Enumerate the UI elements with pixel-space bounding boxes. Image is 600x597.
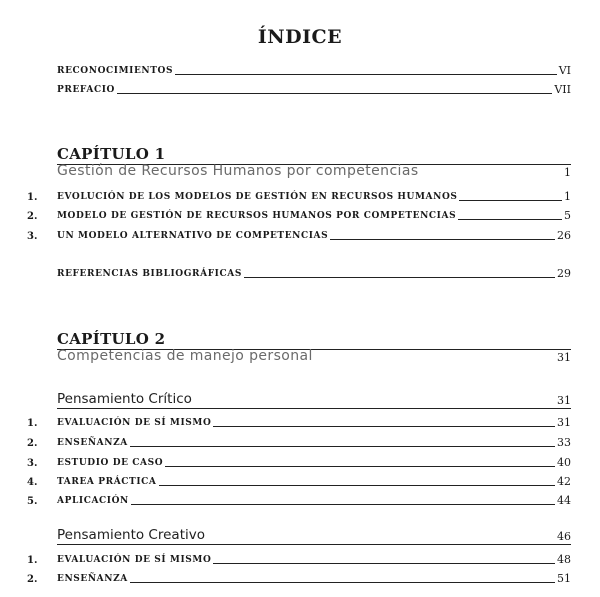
chapter-2-subtitle-entry[interactable] [57, 348, 571, 364]
chapter-1-subtitle-entry[interactable] [57, 163, 571, 179]
toc-entry-label: EVOLUCIÓN DE LOS MODELOS DE GESTIÓN EN RECURSOS HUMANOS [57, 192, 458, 202]
toc-entry-number: 2. [27, 574, 38, 585]
leader-line [330, 238, 555, 240]
toc-entry-reconocimientos[interactable] [57, 65, 571, 77]
leader-line [130, 445, 555, 447]
toc-entry-page: 1 [564, 190, 571, 203]
leader-line [165, 465, 555, 467]
section-title: Pensamiento Creativo [57, 527, 205, 543]
leader-line [459, 199, 562, 201]
leader-line [159, 484, 556, 486]
toc-entry-estudio-caso[interactable] [57, 457, 571, 469]
toc-entry-label: UN MODELO ALTERNATIVO DE COMPETENCIAS [57, 231, 329, 241]
toc-entry-number: 1. [27, 555, 38, 566]
leader-line [117, 92, 552, 94]
toc-entry-page: 33 [557, 436, 571, 449]
toc-entry-number: 5. [27, 496, 38, 507]
leader-line [213, 562, 555, 564]
toc-entry-number: 1. [27, 192, 38, 203]
toc-entry-page: 51 [557, 572, 571, 585]
section-title: Pensamiento Crítico [57, 391, 192, 407]
toc-entry-modelo-alternativo[interactable] [57, 230, 571, 242]
toc-entry-evaluacion-2[interactable] [57, 554, 571, 566]
toc-entry-label: ENSEÑANZA [57, 438, 128, 448]
page-title: ÍNDICE [257, 26, 343, 48]
chapter-2-subtitle: Competencias de manejo personal [57, 348, 313, 364]
toc-entry-evaluacion[interactable] [57, 417, 571, 429]
toc-entry-number: 3. [27, 231, 38, 242]
toc-entry-label: ESTUDIO DE CASO [57, 458, 164, 468]
toc-entry-modelo-gestion[interactable] [57, 210, 571, 222]
toc-entry-page: 26 [557, 229, 571, 242]
chapter-2-heading: CAPÍTULO 2 [57, 330, 166, 348]
toc-entry-aplicacion[interactable] [57, 495, 571, 507]
chapter-1-subtitle: Gestión de Recursos Humanos por competencias [57, 163, 419, 179]
toc-entry-label: EVALUACIÓN DE SÍ MISMO [57, 418, 212, 428]
toc-entry-page: 44 [557, 494, 571, 507]
toc-entry-number: 4. [27, 477, 38, 488]
section-pensamiento-critico[interactable] [57, 391, 571, 407]
toc-entry-page: 31 [557, 416, 571, 429]
toc-entry-page: 5 [564, 209, 571, 222]
toc-entry-page: VII [554, 83, 571, 96]
leader-line [131, 503, 555, 505]
section-page: 31 [557, 394, 571, 407]
toc-entry-number: 2. [27, 211, 38, 222]
chapter-1-heading: CAPÍTULO 1 [57, 145, 166, 163]
leader-line [458, 218, 562, 220]
toc-entry-referencias[interactable] [57, 268, 571, 280]
toc-entry-label: APLICACIÓN [57, 496, 129, 506]
leader-line [213, 425, 555, 427]
toc-entry-page: VI [558, 64, 571, 77]
toc-entry-prefacio[interactable] [57, 84, 571, 96]
toc-entry-page: 29 [557, 267, 571, 280]
toc-entry-evolucion[interactable] [57, 191, 571, 203]
section-page: 46 [557, 530, 571, 543]
toc-entry-page: 48 [557, 553, 571, 566]
chapter-2-page: 31 [557, 351, 571, 364]
toc-entry-label: MODELO DE GESTIÓN DE RECURSOS HUMANOS POR COMPETENCIAS [57, 211, 457, 221]
toc-entry-label: REFERENCIAS BIBLIOGRÁFICAS [57, 269, 242, 279]
toc-entry-number: 1. [27, 418, 38, 429]
leader-line [244, 276, 555, 278]
section-rule [57, 544, 571, 545]
chapter-1-page: 1 [564, 166, 571, 179]
toc-entry-tarea-practica[interactable] [57, 476, 571, 488]
toc-entry-number: 2. [27, 438, 38, 449]
toc-entry-label: EVALUACIÓN DE SÍ MISMO [57, 555, 212, 565]
toc-entry-page: 42 [557, 475, 571, 488]
section-pensamiento-creativo[interactable] [57, 527, 571, 543]
toc-entry-label: ENSEÑANZA [57, 574, 128, 584]
leader-line [130, 581, 555, 583]
toc-entry-label: RECONOCIMIENTOS [57, 66, 174, 76]
section-rule [57, 408, 571, 409]
toc-entry-ensenanza-2[interactable] [57, 573, 571, 585]
leader-line [175, 73, 557, 75]
toc-entry-ensenanza[interactable] [57, 437, 571, 449]
toc-entry-number: 3. [27, 458, 38, 469]
toc-entry-page: 40 [557, 456, 571, 469]
toc-entry-label: TAREA PRÁCTICA [57, 477, 157, 487]
toc-entry-label: PREFACIO [57, 85, 115, 95]
